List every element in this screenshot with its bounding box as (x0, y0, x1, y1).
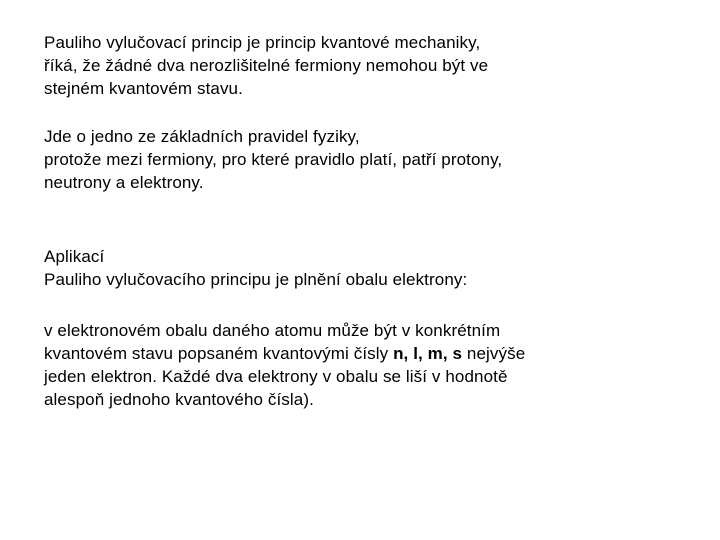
paragraph-electron-shell (44, 319, 684, 411)
text-line: Pauliho vylučovací princip je princip kvantové mechaniky, (44, 33, 481, 52)
text-line: jeden elektron. Každé dva elektrony v obalu se liší v hodnotě (44, 367, 508, 386)
text-line: protože mezi fermiony, pro které pravidlo platí, patří protony, (44, 150, 503, 169)
text-line-quantum-numbers (44, 342, 684, 365)
text-segment: kvantovém stavu popsaném kvantovými čísly (44, 344, 394, 363)
quantum-numbers-bold: n, l, m, s (393, 344, 463, 363)
paragraph-fundamental-rule (44, 125, 684, 194)
text-line: Pauliho vylučovacího principu je plnění obalu elektrony: (44, 270, 468, 289)
paragraph-application (44, 245, 684, 291)
text-line: stejném kvantovém stavu. (44, 79, 243, 98)
text-line: v elektronovém obalu daného atomu může být v konkrétním (44, 321, 501, 340)
text-line: alespoň jednoho kvantového čísla). (44, 390, 314, 409)
text-line: Aplikací (44, 247, 105, 266)
text-segment: nejvýše (462, 344, 526, 363)
text-line: Jde o jedno ze základních pravidel fyziky, (44, 127, 360, 146)
text-line: neutrony a elektrony. (44, 173, 204, 192)
text-line: říká, že žádné dva nerozlišitelné fermiony nemohou být ve (44, 56, 489, 75)
paragraph-pauli-definition (44, 31, 684, 100)
